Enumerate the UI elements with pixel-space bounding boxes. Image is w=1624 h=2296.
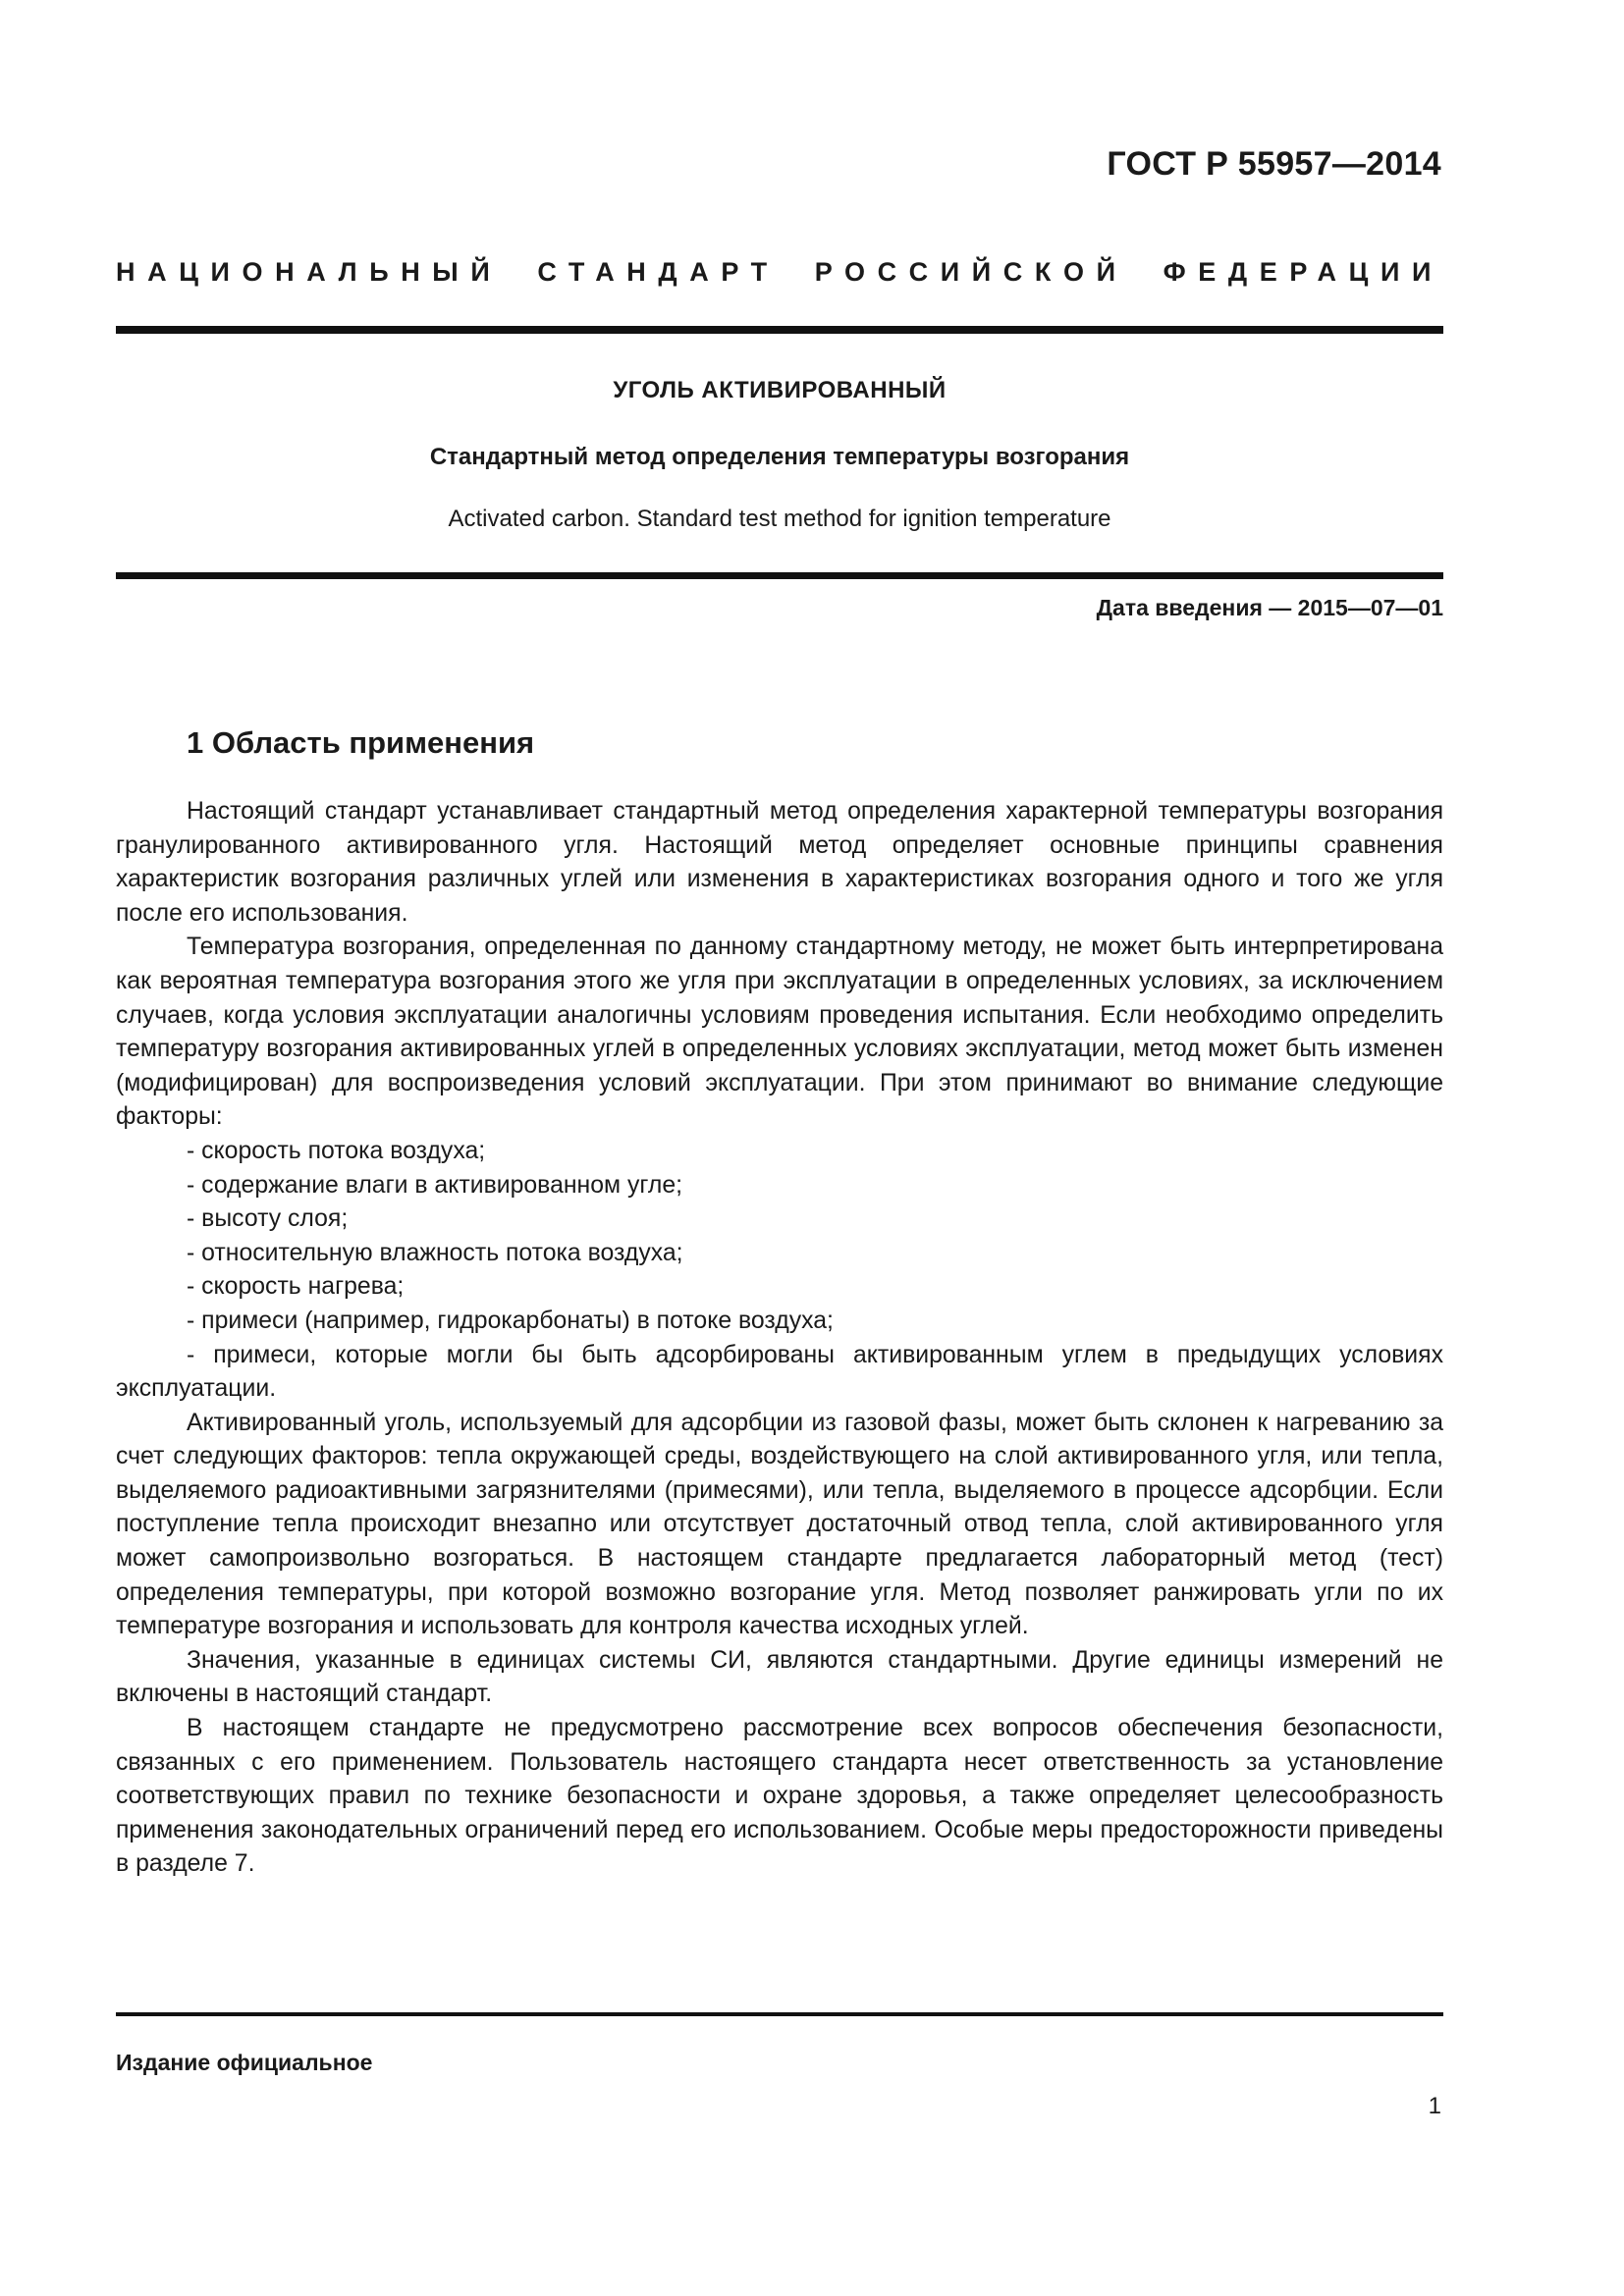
list-item: - примеси (например, гидрокарбонаты) в потоке воздуха;: [187, 1307, 834, 1334]
official-edition-label: Издание официальное: [116, 2050, 373, 2075]
paragraph: Значения, указанные в единицах системы СИ, являются стандартными. Другие единицы измерений не включены в настоящий стандарт.: [116, 1646, 1443, 1708]
paragraph: Активированный уголь, используемый для адсорбции из газовой фазы, может быть склонен к нагреванию за счет следующих факторов: тепла окружающей среды, воздействующего на слой активированного угля, или тепла, выделяемого радиоактивными загрязнителями (примесями), или тепла, выделяемого в процессе адсорбции. Если поступление тепла происходит внезапно или отсутствует достаточный отвод тепла, слой активированного угля может самопроизвольно возгораться. В настоящем стандарте предлагается лабораторный метод (тест) определения температуры, при которой возможно возгорание угля. Метод позволяет ранжировать угли по их температуре возгорания и использовать для контроля качества исходных углей.: [116, 1409, 1443, 1640]
national-standard-heading: НАЦИОНАЛЬНЫЙ СТАНДАРТ РОССИЙСКОЙ ФЕДЕРАЦИИ: [116, 257, 1443, 287]
footer-divider: [116, 2012, 1443, 2016]
list-item: - скорость потока воздуха;: [187, 1137, 486, 1164]
paragraph: В настоящем стандарте не предусмотрено рассмотрение всех вопросов обеспечения безопасности, связанных с его применением. Пользователь настоящего стандарта несет ответственность за установление соответствующих правил по технике безопасности и охране здоровья, а также определяет целесообразность применения законодательных ограничений перед его использованием. Особые меры предосторожности приведены в разделе 7.: [116, 1715, 1443, 1878]
document-title: УГОЛЬ АКТИВИРОВАННЫЙ: [613, 377, 947, 403]
top-divider: [116, 326, 1443, 334]
section-heading: 1 Область применения: [187, 725, 535, 760]
list-item: - примеси, которые могли бы быть адсорбированы активированным углем в предыдущих условиях эксплуатации.: [116, 1341, 1443, 1403]
title-divider: [116, 572, 1443, 579]
english-title: Activated carbon. Standard test method for ignition temperature: [448, 506, 1111, 532]
list-item: - высоту слоя;: [187, 1205, 349, 1233]
paragraph: Температура возгорания, определенная по данному стандартному методу, не может быть интерпретирована как вероятная температура возгорания этого же угля при эксплуатации в определенных условиях, за исключением случаев, когда условия эксплуатации аналогичны условиям проведения испытания. Если необходимо определить температуру возгорания активированных углей в определенных условиях эксплуатации, метод может быть изменен (модифицирован) для воспроизведения условий эксплуатации. При этом принимают во внимание следующие факторы:: [116, 934, 1443, 1131]
list-item: - относительную влажность потока воздуха;: [187, 1239, 683, 1266]
standard-number: ГОСТ Р 55957—2014: [1107, 145, 1441, 183]
introduction-date: Дата введения — 2015—07—01: [1096, 595, 1443, 620]
paragraph: Настоящий стандарт устанавливает стандартный метод определения характерной температуры возгорания гранулированного активированного угля. Настоящий метод определяет основные принципы сравнения характеристик возгорания различных углей или изменения в характеристиках возгорания одного и того же угля после его использования.: [116, 798, 1443, 927]
section-body: [116, 795, 1443, 1882]
list-item: - содержание влаги в активированном угле;: [187, 1171, 683, 1199]
list-item: - скорость нагрева;: [187, 1273, 405, 1301]
document-subtitle: Стандартный метод определения температуры возгорания: [429, 444, 1130, 470]
page-number: 1: [1428, 2093, 1441, 2119]
